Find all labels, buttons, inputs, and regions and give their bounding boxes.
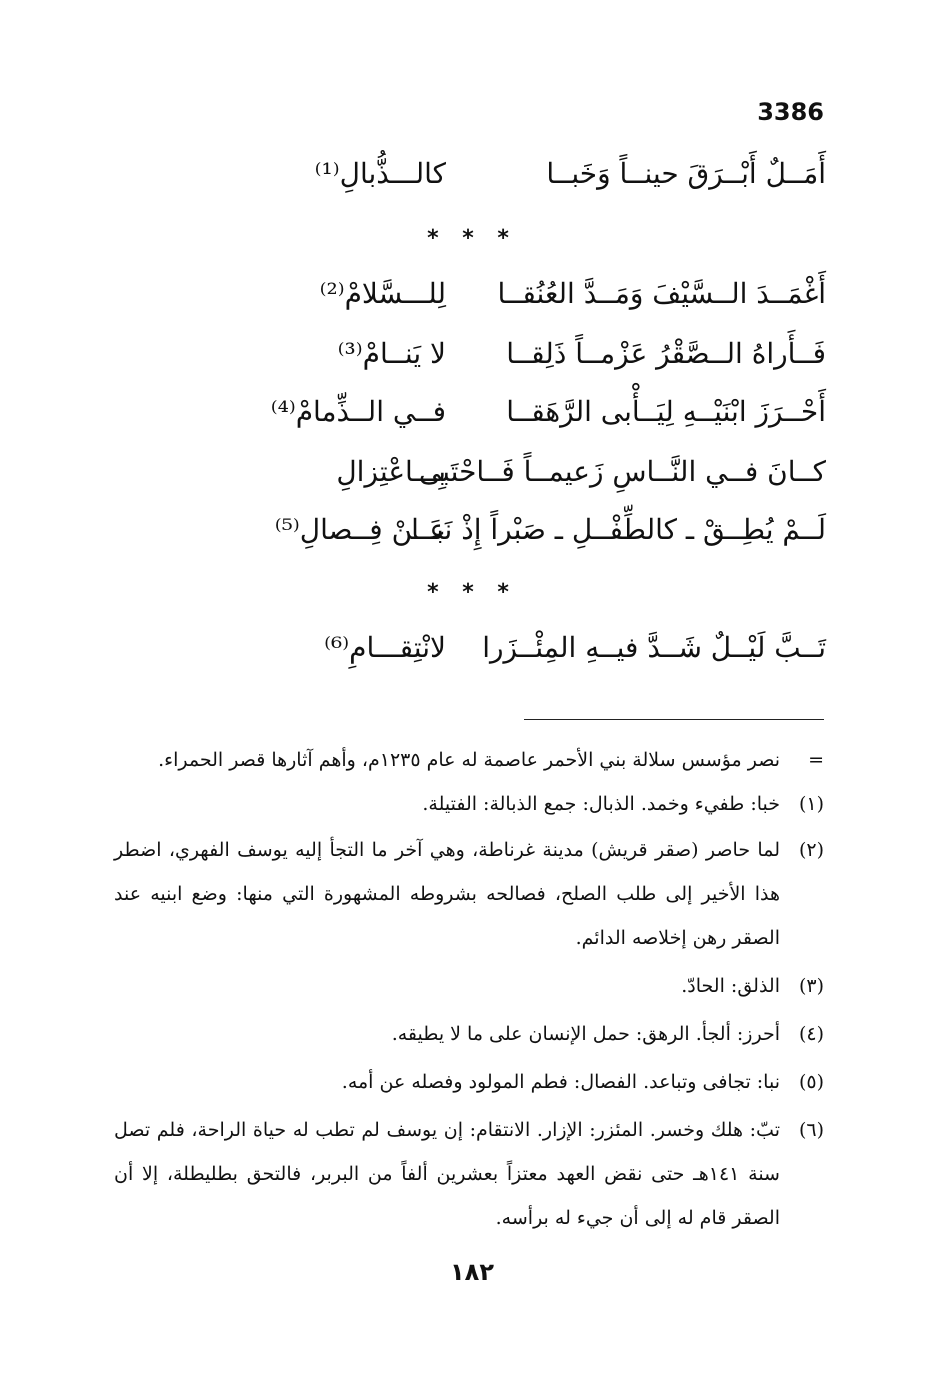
verse-4-second-hemistich: فــي الــذِّمامْ⁽⁴⁾	[270, 395, 446, 428]
verse-6-first-hemistich: لَــمْ يُطِــقْ ـ كالطِّفْــلِ ـ صَبْراً إِذْ نَبــا	[411, 513, 826, 546]
footnote-text: نصر مؤسس سلالة بني الأحمر عاصمة له عام ١٢٣٥م، وأهم آثارها قصر الحمراء.	[158, 749, 780, 771]
footnote-4	[114, 1012, 824, 1056]
footnote-text: أحرز: ألجأ. الرهق: حمل الإنسان على ما لا يطيقه.	[391, 1023, 780, 1045]
verse-3-first-hemistich: فَــأَراهُ الــصَّقْرُ عَزْمــاً ذَلِقــا	[506, 337, 826, 370]
stanza-separator-2: * * *	[427, 580, 517, 605]
verse-6	[274, 504, 826, 556]
verse-3-second-hemistich: لا يَنــامْ⁽³⁾	[337, 337, 446, 370]
verse-1-second-hemistich: كالـــذُّبالِ⁽¹⁾	[314, 157, 446, 190]
verse-4-first-hemistich: أَحْــرَزَ ابْنَيْــهِ لِيَــأْبى الرَّهَقــا	[506, 395, 826, 428]
verse-7	[306, 622, 826, 674]
footnote-continued	[114, 738, 824, 782]
verse-2-first-hemistich: أَغْمَــدَ الــسَّيْفَ وَمَــدَّ العُنُقــا	[497, 277, 826, 310]
footnote-text: تبّ: هلك وخسر. المئزر: الإزار. الانتقام: إن يوسف لم تطب له حياة الراحة، فلم تصل سنة ١٤١هـ حتى نقض العهد معتزاً بعشرين ألفاً من البربر، فالتحق بطليطلة، إلا أن الصقر قام له إلى أن جيء له برأسه.	[114, 1119, 780, 1229]
verse-4	[270, 386, 826, 438]
footnote-3	[114, 964, 824, 1008]
verse-5-first-hemistich: كــانَ فــي النَّــاسِ زَعيمــاً فَــاحْتَبى	[418, 455, 826, 488]
verse-1	[306, 148, 826, 200]
footnote-5	[114, 1060, 824, 1104]
stanza-separator-1: * * *	[427, 226, 517, 251]
page-number: ١٨٢	[450, 1258, 494, 1286]
footnote-1	[114, 782, 824, 826]
verse-5	[306, 446, 826, 498]
footnote-divider	[524, 719, 824, 720]
footnote-text: الذلق: الحادّ.	[681, 975, 780, 997]
verse-7-first-hemistich: تَــبَّ لَيْــلٌ شَــدَّ فيــهِ المِئْــزَرا	[482, 631, 826, 664]
verse-1-first-hemistich: أَمَــلٌ أَبْــرَقَ حينــاً وَخَبــا	[546, 157, 826, 190]
footnote-marker: (٥)	[798, 1071, 824, 1093]
footnote-marker: =	[808, 749, 824, 771]
footnote-marker: (٢)	[798, 839, 824, 861]
verse-7-second-hemistich: لانْتِقـــامِ⁽⁶⁾	[324, 631, 446, 664]
verse-6-second-hemistich: عَــنْ فِــصالِ⁽⁵⁾	[274, 513, 446, 546]
footnote-marker: (٣)	[798, 975, 824, 997]
footnote-6	[114, 1108, 824, 1240]
verse-2-second-hemistich: لِلـــسَّلامْ⁽²⁾	[319, 277, 446, 310]
footnote-text: لما حاصر (صقر قريش) مدينة غرناطة، وهي آخر ما التجأ إليه يوسف الفهري، اضطر هذا الأخير إلى طلب الصلح، فصالحه بشروطه المشهورة التي منها: وضع ابنيه عند الصقر رهن إخلاصه الدائم.	[114, 839, 780, 949]
page-id: 3386	[757, 98, 824, 126]
footnote-text: نبا: تجافى وتباعد. الفصال: فطم المولود وفصله عن أمه.	[341, 1071, 780, 1093]
verse-3	[306, 328, 826, 380]
footnote-marker: (١)	[798, 793, 824, 815]
verse-5-second-hemistich: بِـــاعْتِزالِ	[336, 455, 446, 488]
footnote-2	[114, 828, 824, 960]
verse-2	[306, 268, 826, 320]
footnote-marker: (٤)	[798, 1023, 824, 1045]
footnote-text: خبا: طفيء وخمد. الذبال: جمع الذبالة: الفتيلة.	[422, 793, 780, 815]
footnote-marker: (٦)	[798, 1119, 824, 1141]
